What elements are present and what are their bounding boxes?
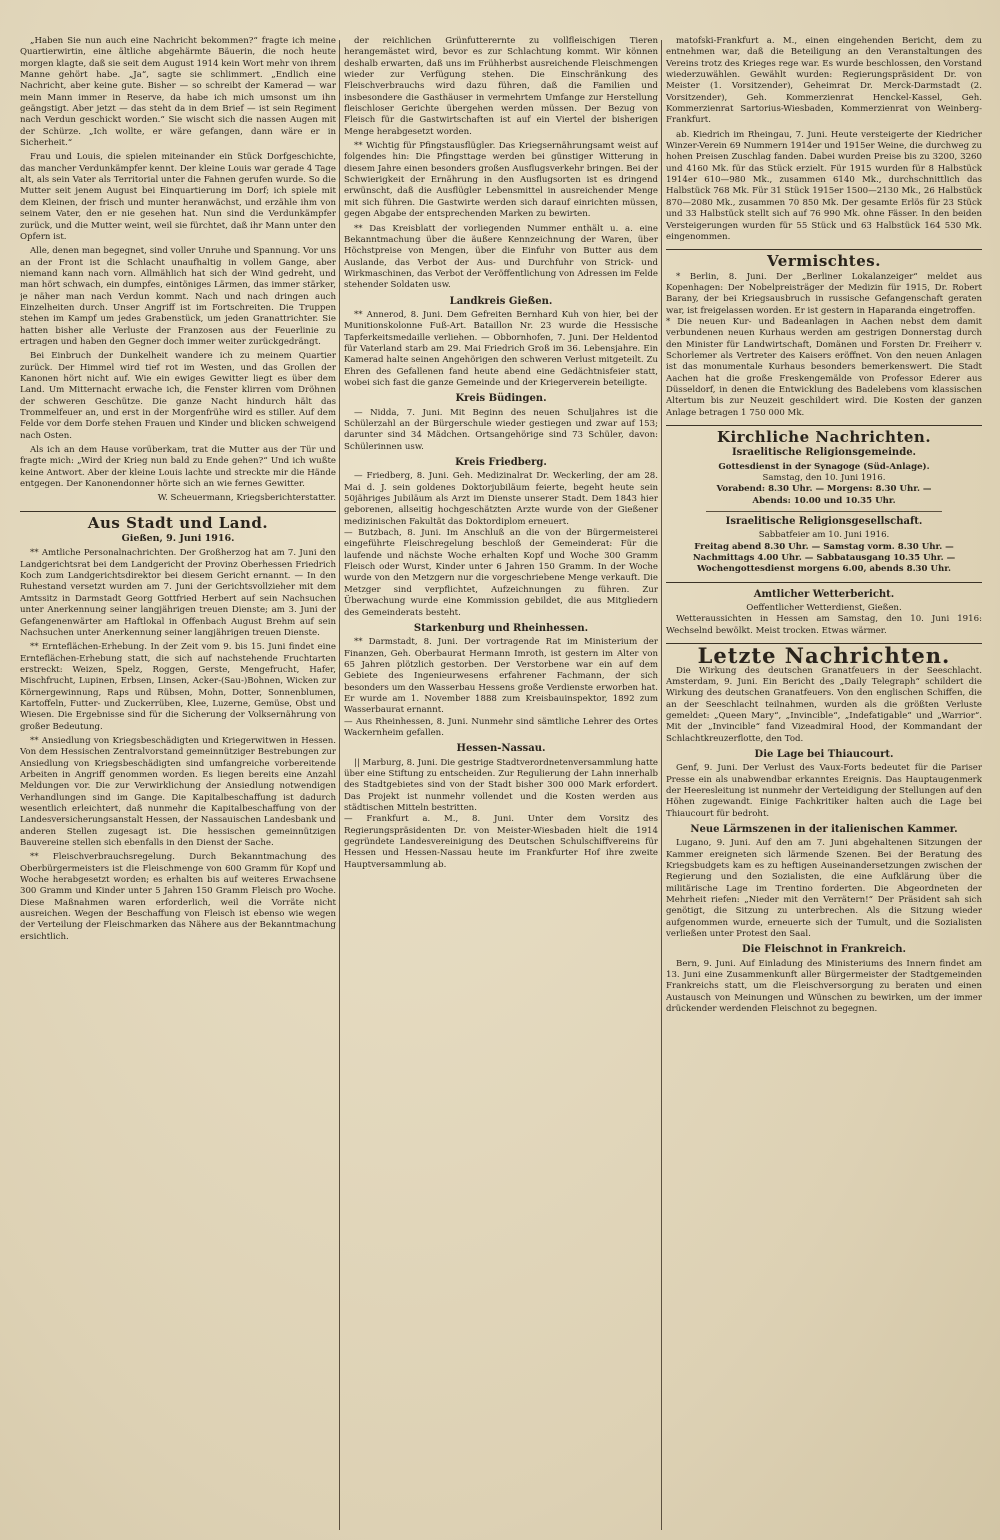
- service-times: Vorabend: 8.30 Uhr. — Morgens: 8.30 Uhr. —: [716, 484, 932, 495]
- service-times: Wochengottesdienst morgens 6.00, abends 8.30 Uhr.: [696, 564, 951, 575]
- service-times: Abends: 10.00 und 10.35 Uhr.: [752, 495, 896, 506]
- article-signature: W. Scheuermann, Kriegsberichterstatter.: [157, 493, 336, 504]
- article-paragraph: Als ich an dem Hause vorüberkam, trat die Mutter aus der Tür und fragte mich: „Wird der Krieg nun bald zu Ende gehen?“ Und ich wußte keine Antwort. Aber der kleine Louis lachte und streckte mir die Hände entgegen. Der Kanonendonner hörte sich an wie fernes Gewitter.: [20, 445, 336, 490]
- article-paragraph: Frau und Louis, die spielen miteinander ein Stück Dorfgeschichte, das mancher Verdunkämpfer kennt. Der kleine Louis war gerade 4 Tage alt, als sein Vater als Territorial unter die Fahnen gerufen wurde. So die Mutter seit jenem August bei Einquartierung im Dorf; ich spiele mit dem Kleinen, der frisch und munter heranwächst, und erzähle ihm von seinem Vater, den er nie gesehen hat. Nun sind die Verdunkämpfer zurück, und die Mutter weint, weil sie fürchtet, daß ihr Mann unter den Opfern ist.: [20, 152, 336, 242]
- news-item: Bern, 9. Juni. Auf Einladung des Ministeriums des Innern findet am 13. Juni eine Zusammenkunft aller Bürgermeister der Stadtgemeinden Frankreichs statt, um die Fleischversorgung zu beraten und einen Austausch von Meinungen und Wünschen zu bewirken, um der immer drückender werdenden Fleischnot zu begegnen.: [666, 958, 982, 1015]
- news-item: ** Wichtig für Pfingstausflügler. Das Kriegsernährungsamt weist auf folgendes hin: Die Pfingsttage werden bei günstiger Witterung in diesem Jahre einen besonders großen Ausflugsverkehr bringen. Bei der Schwierigkeit der Ernährung in den Ausflugsorten ist es dringend erwünscht, daß die Ausflügler Lebensmittel in ausreichender Menge mit sich führen. Die Gastwirte werden sich darauf einrichten müssen, gegen Abgabe der entsprechenden Marken zu bewirten.: [344, 141, 658, 220]
- news-item: ** Ernteflächen-Erhebung. In der Zeit vom 9. bis 15. Juni findet eine Ernteflächen-Erhebung statt, die sich auf nachstehende Fruchtarten erstreckt: Weizen, Spelz, Roggen, Gerste, Mengefrucht, Hafer, Mischfrucht, Lupinen, Erbsen, Linsen, Acker-(Sau-)Bohnen, Wicken zur Körnergewinnung, Raps und Rübsen, Mohn, Dotter, Sonnenblumen, Kartoffeln, Futter- und Zuckerrüben, Klee, Luzerne, Gemüse, Obst und Wiesen. Die Ergebnisse sind für die Sicherung der Volksernährung von großer Bedeutung.: [20, 642, 336, 732]
- article-paragraph: der reichlichen Grünfutterernte zu vollfleischigen Tieren herangemästet wird, bevor es zur Schlachtung kommt. Wir können deshalb erwarten, daß uns im Frühherbst ausreichende Fleischmengen wieder zur Verfügung stehen. Die Einschränkung des Fleischverbrauchs wird dazu führen, daß die Familien und insbesondere die Gasthäuser in vermehrtem Umfange zur Herstellung fleischloser Gerichte übergehen werden müssen. Der Bezug von Fleisch für die Gastwirtschaften ist auf ein Viertel der bisherigen Menge herabgesetzt worden.: [344, 36, 658, 137]
- dateline: Gießen, 9. Juni 1916.: [121, 533, 235, 545]
- service-times: Freitag abend 8.30 Uhr. — Samstag vorm. 8.30 Uhr. —: [694, 541, 954, 552]
- subsection-heading: Kreis Friedberg.: [455, 457, 547, 469]
- service-subtitle: Gottesdienst in der Synagoge (Süd-Anlage).: [718, 461, 930, 472]
- divider: [706, 511, 942, 512]
- news-item: — Friedberg, 8. Juni. Geh. Medizinalrat Dr. Weckerling, der am 28. Mai d. J. sein goldenes Doktorjubiläum feierte, begeht heute sein 50jähriges Jubiläum als Arzt im Dienste unserer Stadt. Dem 1843 hier geborenen, allseitig hochgeschätzten Arzte wurde von der Gießener medizinischen Fakultät das Doktordiplom erneuert. — Butzbach, 8. Juni. Im Anschluß an die von der Bürgermeisterei eingeführte Fleischregelung beschloß der Gemeinderat: Für die laufende und nächste Woche erhalten Kopf und Woche 300 Gramm Fleisch oder Wurst, Kinder unter 6 Jahren 150 Gramm. In der Woche wurde von den Metzgern nur die vorgeschriebene Menge verkauft. Die Metzger sind verpflichtet, Aufzeichnungen zu führen. Zur Überwachung wurde eine Kommission gebildet, die aus Mitgliedern des Gemeinderats besteht.: [344, 471, 658, 618]
- news-item: ** Das Kreisblatt der vorliegenden Nummer enthält u. a. eine Bekanntmachung über die äußere Kennzeichnung der Waren, über Höchstpreise von Mengen, über die Einfuhr von Butter aus dem Auslande, das Verbot der Aus- und Durchfuhr von Strick- und Wirkmaschinen, das Verbot der Veröffentlichung von Adressen im Felde stehender Soldaten usw.: [344, 223, 658, 291]
- subsection-heading: Israelitische Religionsgesellschaft.: [725, 516, 923, 528]
- news-item: ** Darmstadt, 8. Juni. Der vortragende Rat im Ministerium der Finanzen, Geh. Oberbaurat Hermann Imroth, ist gestern im Alter von 65 Jahren plötzlich gestorben. Der Verstorbene war ein auf dem Gebiete des Ingenieurwesens erfahrener Fachmann, der sich besonders um den Wasserbau Hessens große Verdienste erworben hat. Er wurde am 1. November 1888 zum Kreisbauinspektor, 1892 zum Wasserbaurat ernannt. — Aus Rheinhessen, 8. Juni. Nunmehr sind sämtliche Lehrer des Ortes Wackernheim gefallen.: [344, 637, 658, 738]
- article-paragraph: Bei Einbruch der Dunkelheit wandere ich zu meinem Quartier zurück. Der Himmel wird tief rot im Westen, und das Grollen der Kanonen hört nicht auf. Wie ein ewiges Gewitter liegt es über dem Land. Um Mitternacht erwache ich, die Fenster klirren vom Dröhnen der schweren Geschütze. Die ganze Nacht hindurch hält das Trommelfeuer an, und erst in der Morgenfrühe wird es stiller. Auf dem Felde vor dem Dorfe stehen Frauen und Kinder und blicken schweigend nach Osten.: [20, 351, 336, 441]
- service-date: Sabbatfeier am 10. Juni 1916.: [758, 530, 890, 541]
- subsection-heading: Israelitische Religionsgemeinde.: [731, 447, 917, 459]
- subsection-heading: Landkreis Gießen.: [449, 295, 553, 307]
- news-item: ** Fleischverbrauchsregelung. Durch Bekanntmachung des Oberbürgermeisters ist die Fleischmenge von 600 Gramm für Kopf und Woche herabgesetzt worden; es erhalten bis auf weiteres Erwachsene 300 Gramm und Kinder unter 5 Jahren 150 Gramm Fleisch pro Woche. Diese Maßnahmen waren erforderlich, weil die Vorräte nicht ausreichen. Wegen der Beschaffung von Fleisch ist ebenso wie wegen der Verteilung der Fleischmarken das Nähere aus der Bekanntmachung ersichtlich.: [20, 852, 336, 942]
- news-item: ** Annerod, 8. Juni. Dem Gefreiten Bernhard Kuh von hier, bei der Munitionskolonne Fuß-Art. Bataillon Nr. 23 wurde die Hessische Tapferkeitsmedaille verliehen. — Obbornhofen, 7. Juni. Der Heldentod für Vaterland starb am 29. Mai Friedrich Groß im 36. Lebensjahre. Ein Kamerad halte seinen Angehörigen den schweren Verlust mitgeteilt. Zu Ehren des Gefallenen fand heute abend eine Gedächtnisfeier statt, wobei sich fast die ganze Gemeinde und der Kriegerverein beteiligte.: [344, 309, 658, 388]
- news-item: || Marburg, 8. Juni. Die gestrige Stadtverordnetenversammlung hatte über eine Stiftung zu entscheiden. Zur Regulierung der Lahn innerhalb des Stadtgebietes sind von der Stadt bisher 300 000 Mark erfordert. Das Projekt ist nunmehr vollendet und die Kosten werden aus städtischen Mitteln bestritten. — Frankfurt a. M., 8. Juni. Unter dem Vorsitz des Regierungspräsidenten Dr. von Meister-Wiesbaden hielt die 1914 gegründete Landesvereinigung des Deutschen Schulschiffvereins für Hessen und Hessen-Nassau heute im Frankfurter Hof ihre zweite Hauptversammlung ab.: [344, 757, 658, 870]
- section-heading: Letzte Nachrichten.: [697, 643, 951, 669]
- subsection-heading: Amtlicher Wetterbericht.: [753, 588, 895, 600]
- column-rule: [661, 40, 662, 1530]
- news-item: * Berlin, 8. Juni. Der „Berliner Lokalanzeiger“ meldet aus Kopenhagen: Der Nobelpreisträger der Medizin für 1915, Dr. Robert Barany, der bei Kriegsausbruch in russische Gefangenschaft geraten war, ist freigelassen worden. Er ist gestern in Haparanda eingetroffen. * Die neuen Kur- und Badeanlagen in Aachen nebst dem damit verbundenen neuen Kurhaus werden am gestrigen Donnerstag durch den Minister für Landwirtschaft, Domänen und Forsten Dr. Freiherr v. Schorlemer als Vertreter des Kaisers eröffnet. Von den neuen Anlagen ist das monumentale Kurhaus besonders bemerkenswert. Die Stadt Aachen hat die große Freskengemälde von Professor Ederer aus Düsseldorf, in denen die Entwicklung des Badelebens vom klassischen Altertum bis zur Neuzeit geschildert wird. Die Kosten der ganzen Anlage betragen 1 750 000 Mk.: [666, 271, 982, 418]
- subsection-heading: Starkenburg und Rheinhessen.: [413, 622, 589, 634]
- news-item: ** Ansiedlung von Kriegsbeschädigten und Kriegerwitwen in Hessen. Von dem Hessischen Zentralvorstand gemeinnütziger Bestrebungen zur Ansiedlung von Kriegsbeschädigten sind umfangreiche vorbereitende Arbeiten in Angriff genommen worden. Es liegen bereits eine Anzahl Meldungen vor. Die zur Verwirklichung der Ansiedlung notwendigen Verhandlungen sind im Gange. Die Kapitalbeschaffung ist dadurch wesentlich erleichtert, daß nunmehr die Kapitalbeschaffung von der Landesversicherungsanstalt Hessen, der Nassauischen Landesbank und anderen Stellen zugesagt ist. Die hessischen gemeinnützigen Bauvereine stellen sich ebenfalls in den Dienst der Sache.: [20, 735, 336, 849]
- section-divider: [666, 582, 982, 583]
- section-heading: Kirchliche Nachrichten.: [716, 428, 932, 446]
- section-heading: Aus Stadt und Land.: [87, 513, 269, 532]
- section-divider: [666, 425, 982, 426]
- subsection-heading: Die Fleischnot in Frankreich.: [741, 944, 907, 956]
- article-paragraph: Alle, denen man begegnet, sind voller Unruhe und Spannung. Vor uns an der Front ist die Schlacht unaufhaltig in vollem Gange, aber niemand kann nach vorn. Allmählich hat sich der Wind gedreht, und man hört schwach, ein dumpfes, eintöniges Lärmen, das immer stärker, je näher man nach Verdun kommt. Nach und nach dringen auch Einzelheiten durch. Unser Angriff ist im Fortschreiten. Die Truppen stehen im Kampf um jedes Grabenstück, um jeden Granattrichter. Sie hatten bisher alle Verluste der Franzosen aus der Feuerlinie zu ertragen und haben den Gegner doch immer weiter zurückgedrängt.: [20, 246, 336, 347]
- column-3: [666, 36, 982, 1530]
- weather-report: Wetteraussichten in Hessen am Samstag, den 10. Juni 1916: Wechselnd bewölkt. Meist trocken. Etwas wärmer.: [666, 614, 982, 636]
- column-2: [344, 36, 658, 1530]
- subsection-heading: Kreis Büdingen.: [455, 393, 547, 405]
- news-item: — Nidda, 7. Juni. Mit Beginn des neuen Schuljahres ist die Schülerzahl an der Bürgerschule wieder gestiegen und zwar auf 153; darunter sind 34 Mädchen. Ortsangehörige sind 73 Schüler, davon: Schülerinnen usw.: [344, 407, 658, 452]
- column-1: [20, 36, 336, 1530]
- section-divider: [666, 249, 982, 250]
- news-item: Lugano, 9. Juni. Auf den am 7. Juni abgehaltenen Sitzungen der Kammer ereigneten sich lärmende Szenen. Bei der Beratung des Kriegsbudgets kam es zu heftigen Auseinandersetzungen zwischen der Regierung und den Sozialisten, die eine Aufklärung über die militärische Lage im Trentino forderten. Die Abgeordneten der Mehrheit riefen: „Nieder mit den Verrätern!“ Der Präsident sah sich genötigt, die Sitzung zu unterbrechen. Als die Sitzung wieder aufgenommen wurde, erneuerte sich der Tumult, und die Sozialisten verließen unter Protest den Saal.: [666, 838, 982, 940]
- news-item: Genf, 9. Juni. Der Verlust des Vaux-Forts bedeutet für die Pariser Presse ein als unabwendbar erkanntes Ereignis. Das Hauptaugenmerk der Heeresleitung ist nunmehr der Verteidigung der Stellungen auf den Höhen zugewandt. Einige Fachkritiker halten auch die Lage bei Thiaucourt für bedroht.: [666, 763, 982, 819]
- article-paragraph: matofski-Frankfurt a. M., einen eingehenden Bericht, dem zu entnehmen war, daß die Beteiligung an den Veranstaltungen des Vereins trotz des Krieges rege war. Es wurde beschlossen, den Vorstand wiederzuwählen. Gewählt wurden: Regierungspräsident Dr. von Meister (1. Vorsitzender), Geheimrat Dr. Merck-Darmstadt (2. Vorsitzender), Geh. Kommerzienrat Henckel-Kassel, Geh. Kommerzienrat Sartorius-Wiesbaden, Kommerzienrat von Weinberg-Frankfurt.: [666, 36, 982, 126]
- subsection-heading: Die Lage bei Thiaucourt.: [754, 748, 894, 760]
- service-times: Nachmittags 4.00 Uhr. — Sabbatausgang 10.35 Uhr. —: [692, 553, 956, 564]
- news-item: ** Amtliche Personalnachrichten. Der Großherzog hat am 7. Juni den Landgerichtsrat bei dem Landgericht der Provinz Oberhessen Friedrich Koch zum Landgerichtsdirektor bei diesem Gericht ernannt. — In den Ruhestand versetzt wurden am 7. Juni der Gerichtsvollzieher mit dem Amtssitz in Darmstadt Georg Gottfried Herbert auf sein Nachsuchen unter Anerkennung seiner langjährigen treuen Dienste; am 3. Juni der Gefangenenwärter am Haftlokal in Offenbach August Brehm auf sein Nachsuchen unter Anerkennung seiner langjährigen treuen Dienste.: [20, 548, 336, 638]
- section-divider: [20, 511, 336, 512]
- subsection-heading: Neue Lärmszenen in der italienischen Kammer.: [690, 823, 958, 835]
- news-item: ab. Kiedrich im Rheingau, 7. Juni. Heute versteigerte der Kiedricher Winzer-Verein 69 Nummern 1914er und 1915er Weine, die durchweg zu hohen Preisen Zuschlag fanden. Dabei wurden Preise bis zu 3200, 3260 und 4160 Mk. für das Stück erzielt. Für 1915 wurden für 8 Halbstück 1914er 610—980 Mk., zusammen 6140 Mk., durchschnittlich das Halbstück 768 Mk. Für 31 Stück 1915er 1500—2130 Mk., 26 Halbstück 870—2080 Mk., zusammen 70 850 Mk. Der gesamte Erlös für 23 Stück und 33 Halbstück stellt sich auf 76 990 Mk. ohne Fässer. In den beiden Versteigerungen wurden für 55 Stück und 63 Halbstück 164 530 Mk. eingenommen.: [666, 129, 982, 242]
- article-paragraph: „Haben Sie nun auch eine Nachricht bekommen?“ fragte ich meine Quartierwirtin, eine ältliche abgehärmte Bäuerin, die noch heute morgen klagte, daß sie seit dem August 1914 kein Wort mehr von ihrem Manne gehört habe. „Ja“, sagte sie schlimmert. „Endlich eine Nachricht, aber keine gute. Bisher — so schreibt der Kamerad — war mein Mann immer in Reserve, da habe ich mich umsonst um ihn geängstigt. Aber jetzt — das steht da in dem Brief — ist sein Regiment nach Verdun geschickt worden.“ Sie wischt sich die nassen Augen mit der Schürze. „Ich wollte, er wäre gefangen, dann wäre er in Sicherheit.“: [20, 36, 336, 149]
- column-rule: [339, 40, 340, 1530]
- section-heading: Vermischtes.: [767, 252, 881, 271]
- weather-source: Oeffentlicher Wetterdienst, Gießen.: [746, 603, 902, 614]
- subsection-heading: Hessen-Nassau.: [456, 743, 546, 755]
- news-item: Die Wirkung des deutschen Granatfeuers in der Seeschlacht. Amsterdam, 9. Juni. Ein Bericht des „Daily Telegraph“ schildert die Wirkung des deutschen Granatfeuers. Von den englischen Schiffen, die an der Seeschlacht teilnahmen, wurden als die größten Verluste gemeldet: „Queen Mary“, „Invincible“, „Indefatigable“ und „Warrior“. Mit der „Invincible“ fand Vizeadmiral Hood, der Kommandant der Schlachtkreuzerflotte, den Tod.: [666, 665, 982, 744]
- service-date: Samstag, den 10. Juni 1916.: [762, 473, 886, 484]
